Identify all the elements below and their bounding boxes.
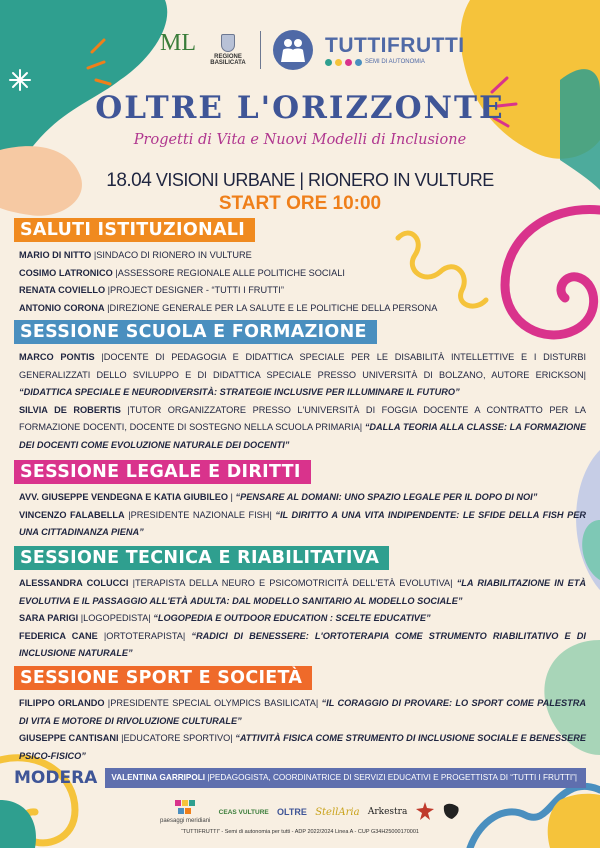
speaker-role: |PROJECT DESIGNER - “TUTTI I FRUTTI”	[105, 285, 284, 295]
moderator-label: MODERA	[14, 768, 98, 788]
header-logos	[160, 30, 465, 70]
start-time: START ORE 10:00	[218, 193, 382, 214]
speaker-entry	[19, 575, 586, 610]
region-logo	[208, 34, 248, 66]
blue-dot-icon	[355, 59, 362, 66]
partner-name: CEAS VULTURE	[218, 808, 269, 816]
speaker-role: |DIREZIONE GENERALE PER LA SALUTE E LE POLITICHE DELLA PERSONA	[104, 302, 438, 313]
talk-title: “RADICI DI BENESSERE: L'ORTOTERAPIA COME STRUMENTO RIABILITATIVO E DI INCLUSIONE NATURALE”	[19, 630, 586, 658]
event-date: 18.04	[106, 170, 152, 191]
magenta-dot-icon	[345, 59, 352, 66]
section-title: SESSIONE SCUOLA E FORMAZIONE	[14, 320, 377, 344]
speaker-role: |PRESIDENTE SPECIAL OLYMPICS BASILICATA|	[104, 698, 322, 708]
brand-tagline: SEMI DI AUTONOMIA	[365, 59, 425, 65]
speaker-name: ALESSANDRA COLUCCI	[19, 578, 129, 588]
partner-name: StellAria	[315, 806, 360, 818]
white-starburst	[10, 70, 30, 90]
partner-logo	[442, 802, 460, 822]
ministry-logo-mark: ML	[160, 30, 196, 56]
partner-logo	[315, 807, 359, 818]
speaker-name: MARIO DI NITTO	[19, 250, 92, 260]
speaker-entry	[19, 489, 586, 507]
talk-title: “IL DIRITTO A UNA VITA INDIPENDENTE: LE SFIDE DELLA FISH PER UNA CITTADINANZA PIENA”	[19, 509, 586, 537]
partner-logo	[368, 807, 408, 817]
speaker-entry	[19, 610, 586, 628]
speaker-name: SARA PARIGI	[19, 613, 79, 623]
partner-logo	[219, 809, 269, 816]
speaker-role: |	[227, 492, 236, 502]
talk-title: “DIDATTICA SPECIALE E NEURODIVERSITÀ: STRATEGIE INCLUSIVE PER ILLUMINARE IL FUTURO”	[19, 387, 460, 397]
speaker-role: |TERAPISTA DELLA NEURO E PSICOMOTRICITÀ DELL'ETÀ EVOLUTIVA|	[128, 578, 457, 588]
speaker-entry	[19, 300, 586, 318]
speaker-role: |EDUCATORE SPORTIVO|	[118, 733, 236, 743]
speaker-entry	[19, 247, 586, 265]
brand-tagline-row	[325, 59, 465, 66]
section-entries	[14, 695, 586, 765]
partner-name: Arkestra	[367, 807, 408, 817]
speaker-entry	[19, 695, 586, 730]
partner-name: paesaggi meridiani	[160, 818, 211, 824]
moderator-details	[105, 768, 586, 788]
teal-blob-bottom-left	[0, 800, 36, 848]
section-entries	[14, 575, 586, 663]
green-dot-icon	[325, 59, 332, 66]
speaker-name: AVV. GIUSEPPE VENDEGNA E KATIA GIUBILEO	[19, 492, 228, 502]
speaker-name: COSIMO LATRONICO	[19, 267, 113, 278]
partner-logo	[416, 802, 434, 822]
section-scuola	[14, 320, 586, 454]
dark-map-logo-icon	[442, 802, 460, 820]
section-title: SESSIONE SPORT E SOCIETÀ	[14, 666, 312, 690]
yellow-dot-icon	[335, 59, 342, 66]
region-logo-text: REGIONE BASILICATA	[210, 54, 246, 66]
speaker-name: RENATA COVIELLO	[19, 285, 106, 295]
speaker-entry	[19, 402, 586, 455]
speaker-role: |ORTOTERAPISTA|	[97, 630, 192, 641]
speaker-entry	[19, 507, 586, 542]
talk-title: “DALLA TEORIA ALLA CLASSE: LA FORMAZIONE DEI DOCENTI COME EVOLUZIONE NATURALE DEI DOCENTI”	[19, 422, 586, 450]
speaker-name: ANTONIO CORONA	[19, 302, 105, 313]
speaker-role: |TUTOR ORGANIZZATORE PRESSO L'UNIVERSITÀ DI FOGGIA DOCENTE A CONTRATTO PER LA FORMAZIONE DOCENTI, DOCENTE DI SOSTEGNO NELLA SCUOLA PRIMARIA|	[19, 404, 586, 432]
speaker-name: SILVIA DE ROBERTIS	[19, 404, 121, 415]
speaker-role: |DOCENTE DI PEDAGOGIA E DIDATTICA SPECIALE PER LE DISABILITÀ INTELLETTIVE E I DISTURBI GENERALIZZATI DELLO SVILUPPO E DI DIDATTICA SPECIALE PRESSO UNIVERSITÀ DI BOLZANO, AUTORE ERICKSON|	[19, 352, 586, 380]
talk-title: “LOGOPEDIA E OUTDOOR EDUCATION : SCELTE EDUCATIVE”	[153, 613, 431, 623]
section-title: SESSIONE LEGALE E DIRITTI	[14, 460, 311, 484]
speaker-role: |ASSESSORE REGIONALE ALLE POLITICHE SOCIALI	[112, 267, 345, 278]
region-shield-icon	[221, 34, 235, 52]
speaker-name: FEDERICA CANE	[19, 630, 98, 641]
partner-logo	[277, 807, 307, 817]
talk-title: “ATTIVITÀ FISICA COME STRUMENTO DI INCLUSIONE SOCIALE E BENESSERE PSICO-FISICO”	[19, 733, 586, 761]
partner-logo	[160, 800, 210, 824]
tuttifrutti-people-icon	[273, 30, 313, 70]
event-subtitle: Progetti di Vita e Nuovi Modelli di Inclusione	[133, 132, 467, 148]
speaker-name: MARCO PONTIS	[19, 352, 95, 362]
brand-block	[325, 35, 465, 66]
talk-title: “LA RIABILITAZIONE IN ETÀ EVOLUTIVA E IL PASSAGGIO ALL'ETÀ ADULTA: DAL MODELLO SANITARIO AL MODELLO SOCIALE”	[19, 578, 586, 606]
speaker-role: |SINDACO DI RIONERO IN VULTURE	[91, 250, 252, 260]
section-entries	[14, 247, 586, 317]
partner-logos	[160, 796, 460, 828]
section-saluti	[14, 218, 586, 317]
event-venue: VISIONI URBANE | RIONERO IN VULTURE	[155, 170, 494, 190]
speaker-role: |PRESIDENTE NAZIONALE FISH|	[124, 509, 276, 520]
speaker-role: |LOGOPEDISTA|	[78, 613, 154, 623]
section-legale	[14, 460, 586, 542]
speaker-entry	[19, 349, 586, 402]
moderator-name: VALENTINA GARRIPOLI	[111, 773, 206, 782]
speaker-name: FILIPPO ORLANDO	[19, 698, 105, 708]
speaker-entry	[19, 628, 586, 663]
section-title: SESSIONE TECNICA E RIABILITATIVA	[14, 546, 389, 570]
logo-divider	[260, 31, 261, 69]
paesaggi-meridiani-icon	[175, 800, 195, 816]
partner-name: OLTRE	[277, 807, 307, 817]
section-entries	[14, 489, 586, 542]
speaker-name: VINCENZO FALABELLA	[19, 509, 125, 520]
talk-title: “PENSARE AL DOMANI: UNO SPAZIO LEGALE PER IL DOPO DI NOI”	[235, 492, 538, 502]
speaker-entry	[19, 730, 586, 765]
moderator-role: |PEDAGOGISTA, COORDINATRICE DI SERVIZI EDUCATIVI E PROGETTISTA DI “TUTTI I FRUTTI”|	[205, 773, 577, 782]
section-entries	[14, 349, 586, 454]
speaker-entry	[19, 265, 586, 283]
red-star-logo-icon	[416, 802, 434, 820]
brand-title: TUTTIFRUTTI	[325, 33, 465, 57]
speaker-entry	[19, 282, 586, 300]
talk-title: “IL CORAGGIO DI PROVARE: LO SPORT COME PALESTRA DI VITA E MOTORE DI RIVOLUZIONE CULTURALE”	[19, 698, 587, 726]
speaker-name: GIUSEPPE CANTISANI	[19, 733, 119, 743]
moderator-bar	[14, 768, 586, 788]
event-title: OLTRE L'ORIZZONTE	[95, 90, 505, 126]
date-venue-line	[0, 170, 600, 192]
footer-note: “TUTTIFRUTTI” - Semi di autonomia per tutti - ADP 2022/2024 Linea A - CUP G34H25000170001	[181, 829, 419, 835]
section-tecnica	[14, 546, 586, 663]
section-sport	[14, 666, 586, 765]
ministry-logo	[160, 31, 196, 69]
section-title: SALUTI ISTITUZIONALI	[14, 218, 255, 242]
